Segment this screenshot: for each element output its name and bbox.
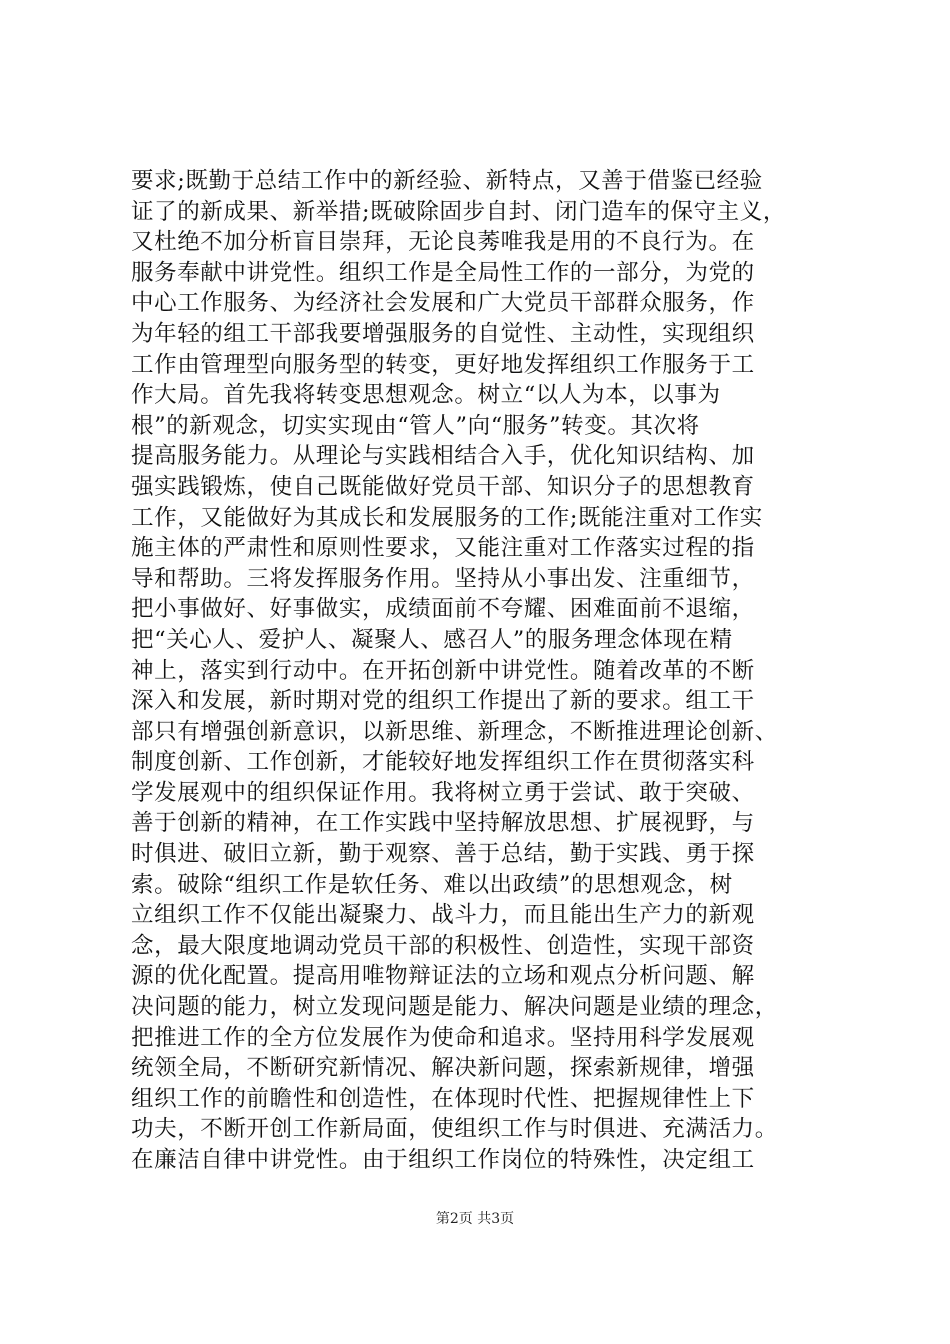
text-line: 要求;既勤于总结工作中的新经验、新特点，又善于借鉴已经验 <box>131 168 763 194</box>
text-line: 强实践锻炼，使自己既能做好党员干部、知识分子的思想教育 <box>131 473 755 500</box>
text-line: 工作由管理型向服务型的转变，更好地发挥组织工作服务于工 <box>131 351 755 378</box>
text-line: 功夫，不断开创工作新局面，使组织工作与时俱进、充满活力。 <box>131 1116 778 1143</box>
text-line: 又杜绝不加分析盲目崇拜，无论良莠唯我是用的不良行为。在 <box>131 229 755 256</box>
text-line: 善于创新的精神，在工作实践中坚持解放思想、扩展视野，与 <box>131 810 755 837</box>
text-line: 源的优化配置。提高用唯物辩证法的立场和观点分析问题、解 <box>131 963 755 990</box>
text-line: 制度创新、工作创新，才能较好地发挥组织工作在贯彻落实科 <box>131 749 755 776</box>
body-text <box>131 166 831 1176</box>
text-line: 中心工作服务、为经济社会发展和广大党员干部群众服务，作 <box>131 290 755 317</box>
text-line: 念，最大限度地调动党员干部的积极性、创造性，实现干部资 <box>131 932 755 959</box>
page-footer: 第2页 共3页 <box>435 1211 515 1227</box>
text-line: 作大局。首先我将转变思想观念。树立“以人为本，以事为 <box>131 382 721 409</box>
text-line: 立组织工作不仅能出凝聚力、战斗力，而且能出生产力的新观 <box>131 902 755 929</box>
text-line: 在廉洁自律中讲党性。由于组织工作岗位的特殊性，决定组工 <box>131 1147 755 1173</box>
text-line: 为年轻的组工干部我要增强服务的自觉性、主动性，实现组织 <box>131 320 755 347</box>
text-line: 部只有增强创新意识，以新思维、新理念，不断推进理论创新、 <box>131 718 778 745</box>
text-line: 提高服务能力。从理论与实践相结合入手，优化知识结构、加 <box>131 443 755 470</box>
text-line: 把“关心人、爱护人、凝聚人、感召人”的服务理念体现在精 <box>131 626 733 653</box>
text-line: 神上，落实到行动中。在开拓创新中讲党性。随着改革的不断 <box>131 657 755 684</box>
text-line: 组织工作的前瞻性和创造性，在体现时代性、把握规律性上下 <box>131 1085 755 1112</box>
text-line: 把小事做好、好事做实，成绩面前不夸耀、困难面前不退缩， <box>131 596 755 623</box>
text-line: 把推进工作的全方位发展作为使命和追求。坚持用科学发展观 <box>131 1024 755 1051</box>
text-line: 深入和发展，新时期对党的组织工作提出了新的要求。组工干 <box>131 688 755 715</box>
text-line: 统领全局，不断研究新情况、解决新问题，探索新规律，增强 <box>131 1055 755 1082</box>
text-line: 索。破除“组织工作是软任务、难以出政绩”的思想观念，树 <box>131 871 733 898</box>
text-line: 时俱进、破旧立新，勤于观察、善于总结，勤于实践、勇于探 <box>131 841 755 868</box>
text-line: 证了的新成果、新举措;既破除固步自封、闭门造车的保守主义， <box>131 198 786 225</box>
text-line: 根”的新观念，切实实现由“管人”向“服务”转变。其次将 <box>131 412 700 439</box>
text-line: 学发展观中的组织保证作用。我将树立勇于尝试、敢于突破、 <box>131 779 755 806</box>
text-line: 施主体的严肃性和原则性要求，又能注重对工作落实过程的指 <box>131 535 755 562</box>
text-line: 工作，又能做好为其成长和发展服务的工作;既能注重对工作实 <box>131 504 763 531</box>
text-line: 服务奉献中讲党性。组织工作是全局性工作的一部分，为党的 <box>131 259 755 286</box>
text-line: 导和帮助。三将发挥服务作用。坚持从小事出发、注重细节， <box>131 565 755 592</box>
text-line: 决问题的能力，树立发现问题是能力、解决问题是业绩的理念， <box>131 994 778 1021</box>
